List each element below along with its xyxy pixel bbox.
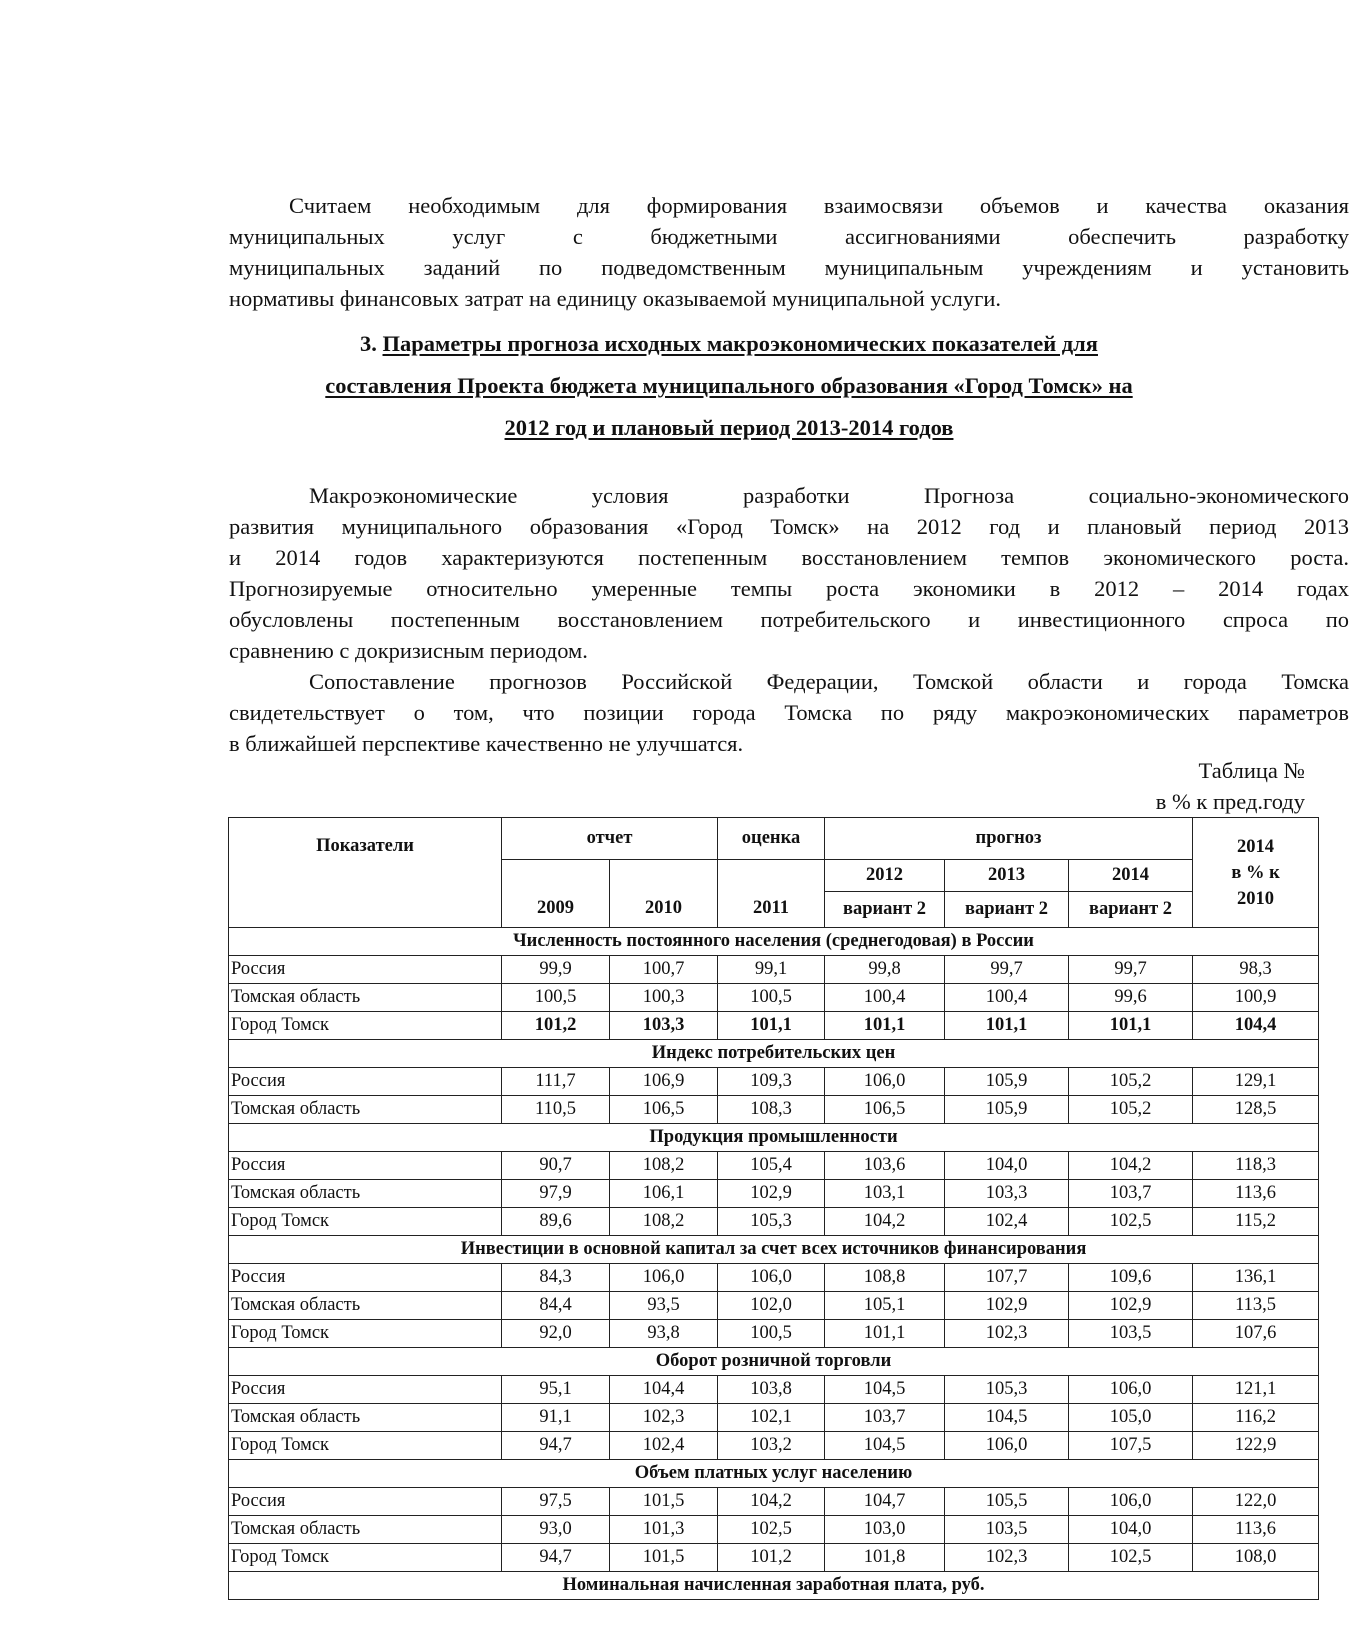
table-cell: 106,0 (610, 1264, 718, 1292)
table-cell: 102,4 (610, 1432, 718, 1460)
year-header: 2014 (1069, 860, 1193, 892)
table-cell: 102,0 (718, 1292, 825, 1320)
body-line: свидетельствует о том, что позиции города Томска по ряду макроэкономических параметров (229, 700, 1349, 725)
table-cell: 115,2 (1193, 1208, 1319, 1236)
table-cell: 102,3 (945, 1544, 1069, 1572)
year-header: 2010 (610, 860, 718, 928)
table-row (229, 1516, 1319, 1544)
table-cell: 105,5 (945, 1488, 1069, 1516)
table-cell: 104,5 (825, 1376, 945, 1404)
table-cell: 107,5 (1069, 1432, 1193, 1460)
row-label: Город Томск (229, 1208, 502, 1236)
section-row (229, 1124, 1319, 1152)
section-number: 3. (360, 331, 377, 356)
table-cell: 108,0 (1193, 1544, 1319, 1572)
table-cell: 118,3 (1193, 1152, 1319, 1180)
table-cell: 102,9 (718, 1180, 825, 1208)
table-cell: 105,1 (825, 1292, 945, 1320)
table-cell: 101,8 (825, 1544, 945, 1572)
table-cell: 98,3 (1193, 956, 1319, 984)
table-number: Таблица № (1198, 758, 1305, 783)
table-row (229, 1544, 1319, 1572)
growth-header-line: 2014 (1237, 836, 1275, 857)
table-row (229, 956, 1319, 984)
table-cell: 113,5 (1193, 1292, 1319, 1320)
table-cell: 106,1 (610, 1180, 718, 1208)
table-cell: 102,9 (1069, 1292, 1193, 1320)
table-cell: 110,5 (502, 1096, 610, 1124)
table-row (229, 1320, 1319, 1348)
table-cell: 91,1 (502, 1404, 610, 1432)
forecast-header: прогноз (825, 818, 1193, 860)
table-row (229, 984, 1319, 1012)
table-cell: 129,1 (1193, 1068, 1319, 1096)
table-cell: 103,3 (610, 1012, 718, 1040)
body-line: Прогнозируемые относительно умеренные темпы роста экономики в 2012 – 2014 годах (229, 576, 1349, 601)
row-label: Россия (229, 1488, 502, 1516)
year-header: 2011 (718, 860, 825, 928)
table-cell: 103,7 (1069, 1180, 1193, 1208)
section-title-part3: 2012 год и плановый период 2013-2014 годов (504, 415, 954, 440)
row-label: Город Томск (229, 1432, 502, 1460)
table-row (229, 1376, 1319, 1404)
table-cell: 100,4 (825, 984, 945, 1012)
table-cell: 106,0 (945, 1432, 1069, 1460)
table-cell: 106,0 (1069, 1488, 1193, 1516)
table-cell: 95,1 (502, 1376, 610, 1404)
table-cell: 104,0 (1069, 1516, 1193, 1544)
macro-indicators-table (228, 817, 1319, 1600)
table-cell: 101,1 (1069, 1012, 1193, 1040)
table-cell: 90,7 (502, 1152, 610, 1180)
row-label: Томская область (229, 1516, 502, 1544)
table-cell: 105,3 (945, 1376, 1069, 1404)
row-label: Город Томск (229, 1544, 502, 1572)
table-cell: 94,7 (502, 1432, 610, 1460)
table-cell: 104,2 (1069, 1152, 1193, 1180)
table-cell: 122,9 (1193, 1432, 1319, 1460)
section-title: Номинальная начисленная заработная плата, руб. (229, 1572, 1319, 1600)
table-cell: 103,1 (825, 1180, 945, 1208)
table-cell: 94,7 (502, 1544, 610, 1572)
estimate-header: оценка (718, 818, 825, 860)
body-line: в ближайшей перспективе качественно не улучшатся. (229, 731, 744, 756)
intro-paragraph (229, 190, 1349, 314)
row-label: Россия (229, 1264, 502, 1292)
section-title: Оборот розничной торговли (229, 1348, 1319, 1376)
table-cell: 84,3 (502, 1264, 610, 1292)
table-cell: 84,4 (502, 1292, 610, 1320)
row-label: Томская область (229, 1096, 502, 1124)
intro-line: муниципальных заданий по подведомственным муниципальным учреждениям и установить (229, 255, 1349, 280)
table-cell: 106,9 (610, 1068, 718, 1096)
table-row (229, 1152, 1319, 1180)
table-cell: 100,5 (718, 1320, 825, 1348)
table-cell: 106,5 (610, 1096, 718, 1124)
table-cell: 103,2 (718, 1432, 825, 1460)
intro-line: Считаем необходимым для формирования взаимосвязи объемов и качества оказания (289, 193, 1349, 218)
table-cell: 102,5 (1069, 1544, 1193, 1572)
section-title: Инвестиции в основной капитал за счет всех источников финансирования (229, 1236, 1319, 1264)
section-heading-line3 (229, 415, 1229, 441)
table-cell: 101,5 (610, 1544, 718, 1572)
growth-header-line: в % к (1231, 862, 1280, 883)
table-cell: 97,9 (502, 1180, 610, 1208)
table-cell: 106,5 (825, 1096, 945, 1124)
table-cell: 101,1 (825, 1012, 945, 1040)
table-cell: 99,1 (718, 956, 825, 984)
table-cell: 97,5 (502, 1488, 610, 1516)
table-cell: 106,0 (718, 1264, 825, 1292)
table-cell: 104,2 (718, 1488, 825, 1516)
table-row (229, 1404, 1319, 1432)
table-cell: 101,2 (718, 1544, 825, 1572)
table-cell: 108,3 (718, 1096, 825, 1124)
table-cell: 101,1 (945, 1012, 1069, 1040)
table-cell: 102,3 (945, 1320, 1069, 1348)
section-row (229, 1348, 1319, 1376)
table-cell: 89,6 (502, 1208, 610, 1236)
section-heading-line2 (229, 373, 1229, 399)
table-cell: 92,0 (502, 1320, 610, 1348)
table-cell: 100,4 (945, 984, 1069, 1012)
growth-header-line: 2010 (1237, 888, 1275, 909)
table-cell: 105,0 (1069, 1404, 1193, 1432)
table-cell: 102,1 (718, 1404, 825, 1432)
indicators-header: Показатели (229, 818, 502, 928)
section-title: Индекс потребительских цен (229, 1040, 1319, 1068)
table-row (229, 1012, 1319, 1040)
row-label: Томская область (229, 984, 502, 1012)
table-cell: 113,6 (1193, 1516, 1319, 1544)
table-cell: 100,5 (718, 984, 825, 1012)
variant-header: вариант 2 (1069, 892, 1193, 928)
table-cell: 122,0 (1193, 1488, 1319, 1516)
table-cell: 109,6 (1069, 1264, 1193, 1292)
table-cell: 107,7 (945, 1264, 1069, 1292)
table-cell: 93,5 (610, 1292, 718, 1320)
body-line: сравнению с докризисным периодом. (229, 638, 588, 663)
row-label: Томская область (229, 1404, 502, 1432)
table-cell: 104,5 (945, 1404, 1069, 1432)
section-title-part2: составления Проекта бюджета муниципального образования «Город Томск» на (325, 373, 1133, 398)
table-row (229, 1432, 1319, 1460)
body-line: обусловлены постепенным восстановлением потребительского и инвестиционного спроса по (229, 607, 1349, 632)
table-row (229, 1208, 1319, 1236)
table-cell: 106,0 (1069, 1376, 1193, 1404)
variant-header: вариант 2 (945, 892, 1069, 928)
table-cell: 103,5 (1069, 1320, 1193, 1348)
section-row (229, 1040, 1319, 1068)
table-cell: 105,2 (1069, 1096, 1193, 1124)
table-row (229, 1180, 1319, 1208)
table-cell: 101,1 (718, 1012, 825, 1040)
table-cell: 102,3 (610, 1404, 718, 1432)
table-cell: 109,3 (718, 1068, 825, 1096)
table-cell: 103,6 (825, 1152, 945, 1180)
table-cell: 99,8 (825, 956, 945, 984)
intro-line: муниципальных услуг с бюджетными ассигнованиями обеспечить разработку (229, 224, 1349, 249)
table-cell: 105,9 (945, 1096, 1069, 1124)
growth-vs-2010-header (1193, 818, 1319, 928)
row-label: Город Томск (229, 1012, 502, 1040)
table-cell: 108,2 (610, 1152, 718, 1180)
table-body (229, 928, 1319, 1600)
table-cell: 103,8 (718, 1376, 825, 1404)
body-paragraph-1 (229, 480, 1349, 759)
section-title: Продукция промышленности (229, 1124, 1319, 1152)
table-cell: 100,5 (502, 984, 610, 1012)
table-cell: 103,7 (825, 1404, 945, 1432)
table-cell: 108,8 (825, 1264, 945, 1292)
body-line: развития муниципального образования «Город Томск» на 2012 год и плановый период 2013 (229, 514, 1349, 539)
table-cell: 102,5 (1069, 1208, 1193, 1236)
table-cell: 136,1 (1193, 1264, 1319, 1292)
table-cell: 105,4 (718, 1152, 825, 1180)
table-cell: 100,3 (610, 984, 718, 1012)
table-cell: 105,9 (945, 1068, 1069, 1096)
table-cell: 104,5 (825, 1432, 945, 1460)
table-cell: 104,4 (610, 1376, 718, 1404)
table-row (229, 1264, 1319, 1292)
table-cell: 101,1 (825, 1320, 945, 1348)
table-cell: 105,3 (718, 1208, 825, 1236)
table-cell: 99,6 (1069, 984, 1193, 1012)
table-cell: 107,6 (1193, 1320, 1319, 1348)
table-cell: 99,7 (1069, 956, 1193, 984)
table-row (229, 1292, 1319, 1320)
report-header: отчет (502, 818, 718, 860)
row-label: Россия (229, 956, 502, 984)
row-label: Томская область (229, 1180, 502, 1208)
year-header: 2009 (502, 860, 610, 928)
table-cell: 104,2 (825, 1208, 945, 1236)
row-label: Томская область (229, 1292, 502, 1320)
table-cell: 102,5 (718, 1516, 825, 1544)
table-cell: 111,7 (502, 1068, 610, 1096)
table-cell: 102,4 (945, 1208, 1069, 1236)
table-cell: 105,2 (1069, 1068, 1193, 1096)
section-title-part1: Параметры прогноза исходных макроэкономических показателей для (382, 331, 1098, 356)
body-line: и 2014 годов характеризуются постепенным восстановлением темпов экономического роста. (229, 545, 1349, 570)
table-cell: 108,2 (610, 1208, 718, 1236)
table-cell: 103,0 (825, 1516, 945, 1544)
section-row (229, 1460, 1319, 1488)
section-row (229, 928, 1319, 956)
table-row (229, 1068, 1319, 1096)
table-cell: 121,1 (1193, 1376, 1319, 1404)
variant-header: вариант 2 (825, 892, 945, 928)
table-cell: 93,0 (502, 1516, 610, 1544)
table-cell: 93,8 (610, 1320, 718, 1348)
row-label: Россия (229, 1068, 502, 1096)
table-cell: 106,0 (825, 1068, 945, 1096)
row-label: Россия (229, 1376, 502, 1404)
table-row (229, 1488, 1319, 1516)
table-cell: 113,6 (1193, 1180, 1319, 1208)
table-cell: 104,0 (945, 1152, 1069, 1180)
section-row (229, 1572, 1319, 1600)
table-cell: 116,2 (1193, 1404, 1319, 1432)
table-cell: 104,4 (1193, 1012, 1319, 1040)
table-cell: 100,9 (1193, 984, 1319, 1012)
body-line: Сопоставление прогнозов Российской Федерации, Томской области и города Томска (309, 669, 1349, 694)
year-header: 2012 (825, 860, 945, 892)
table-cell: 101,5 (610, 1488, 718, 1516)
section-title: Численность постоянного населения (среднегодовая) в России (229, 928, 1319, 956)
section-title: Объем платных услуг населению (229, 1460, 1319, 1488)
table-cell: 101,3 (610, 1516, 718, 1544)
table-unit: в % к пред.году (1155, 789, 1305, 814)
table-cell: 99,7 (945, 956, 1069, 984)
row-label: Россия (229, 1152, 502, 1180)
table-row (229, 1096, 1319, 1124)
section-row (229, 1236, 1319, 1264)
body-line: Макроэкономические условия разработки Прогноза социально-экономического (309, 483, 1349, 508)
table-cell: 103,3 (945, 1180, 1069, 1208)
year-header: 2013 (945, 860, 1069, 892)
table-cell: 99,9 (502, 956, 610, 984)
intro-line: нормативы финансовых затрат на единицу оказываемой муниципальной услуги. (229, 286, 1002, 311)
table-cell: 128,5 (1193, 1096, 1319, 1124)
section-heading-line1 (229, 331, 1229, 357)
table-cell: 103,5 (945, 1516, 1069, 1544)
table-cell: 101,2 (502, 1012, 610, 1040)
table-cell: 100,7 (610, 956, 718, 984)
table-cell: 102,9 (945, 1292, 1069, 1320)
row-label: Город Томск (229, 1320, 502, 1348)
table-cell: 104,7 (825, 1488, 945, 1516)
